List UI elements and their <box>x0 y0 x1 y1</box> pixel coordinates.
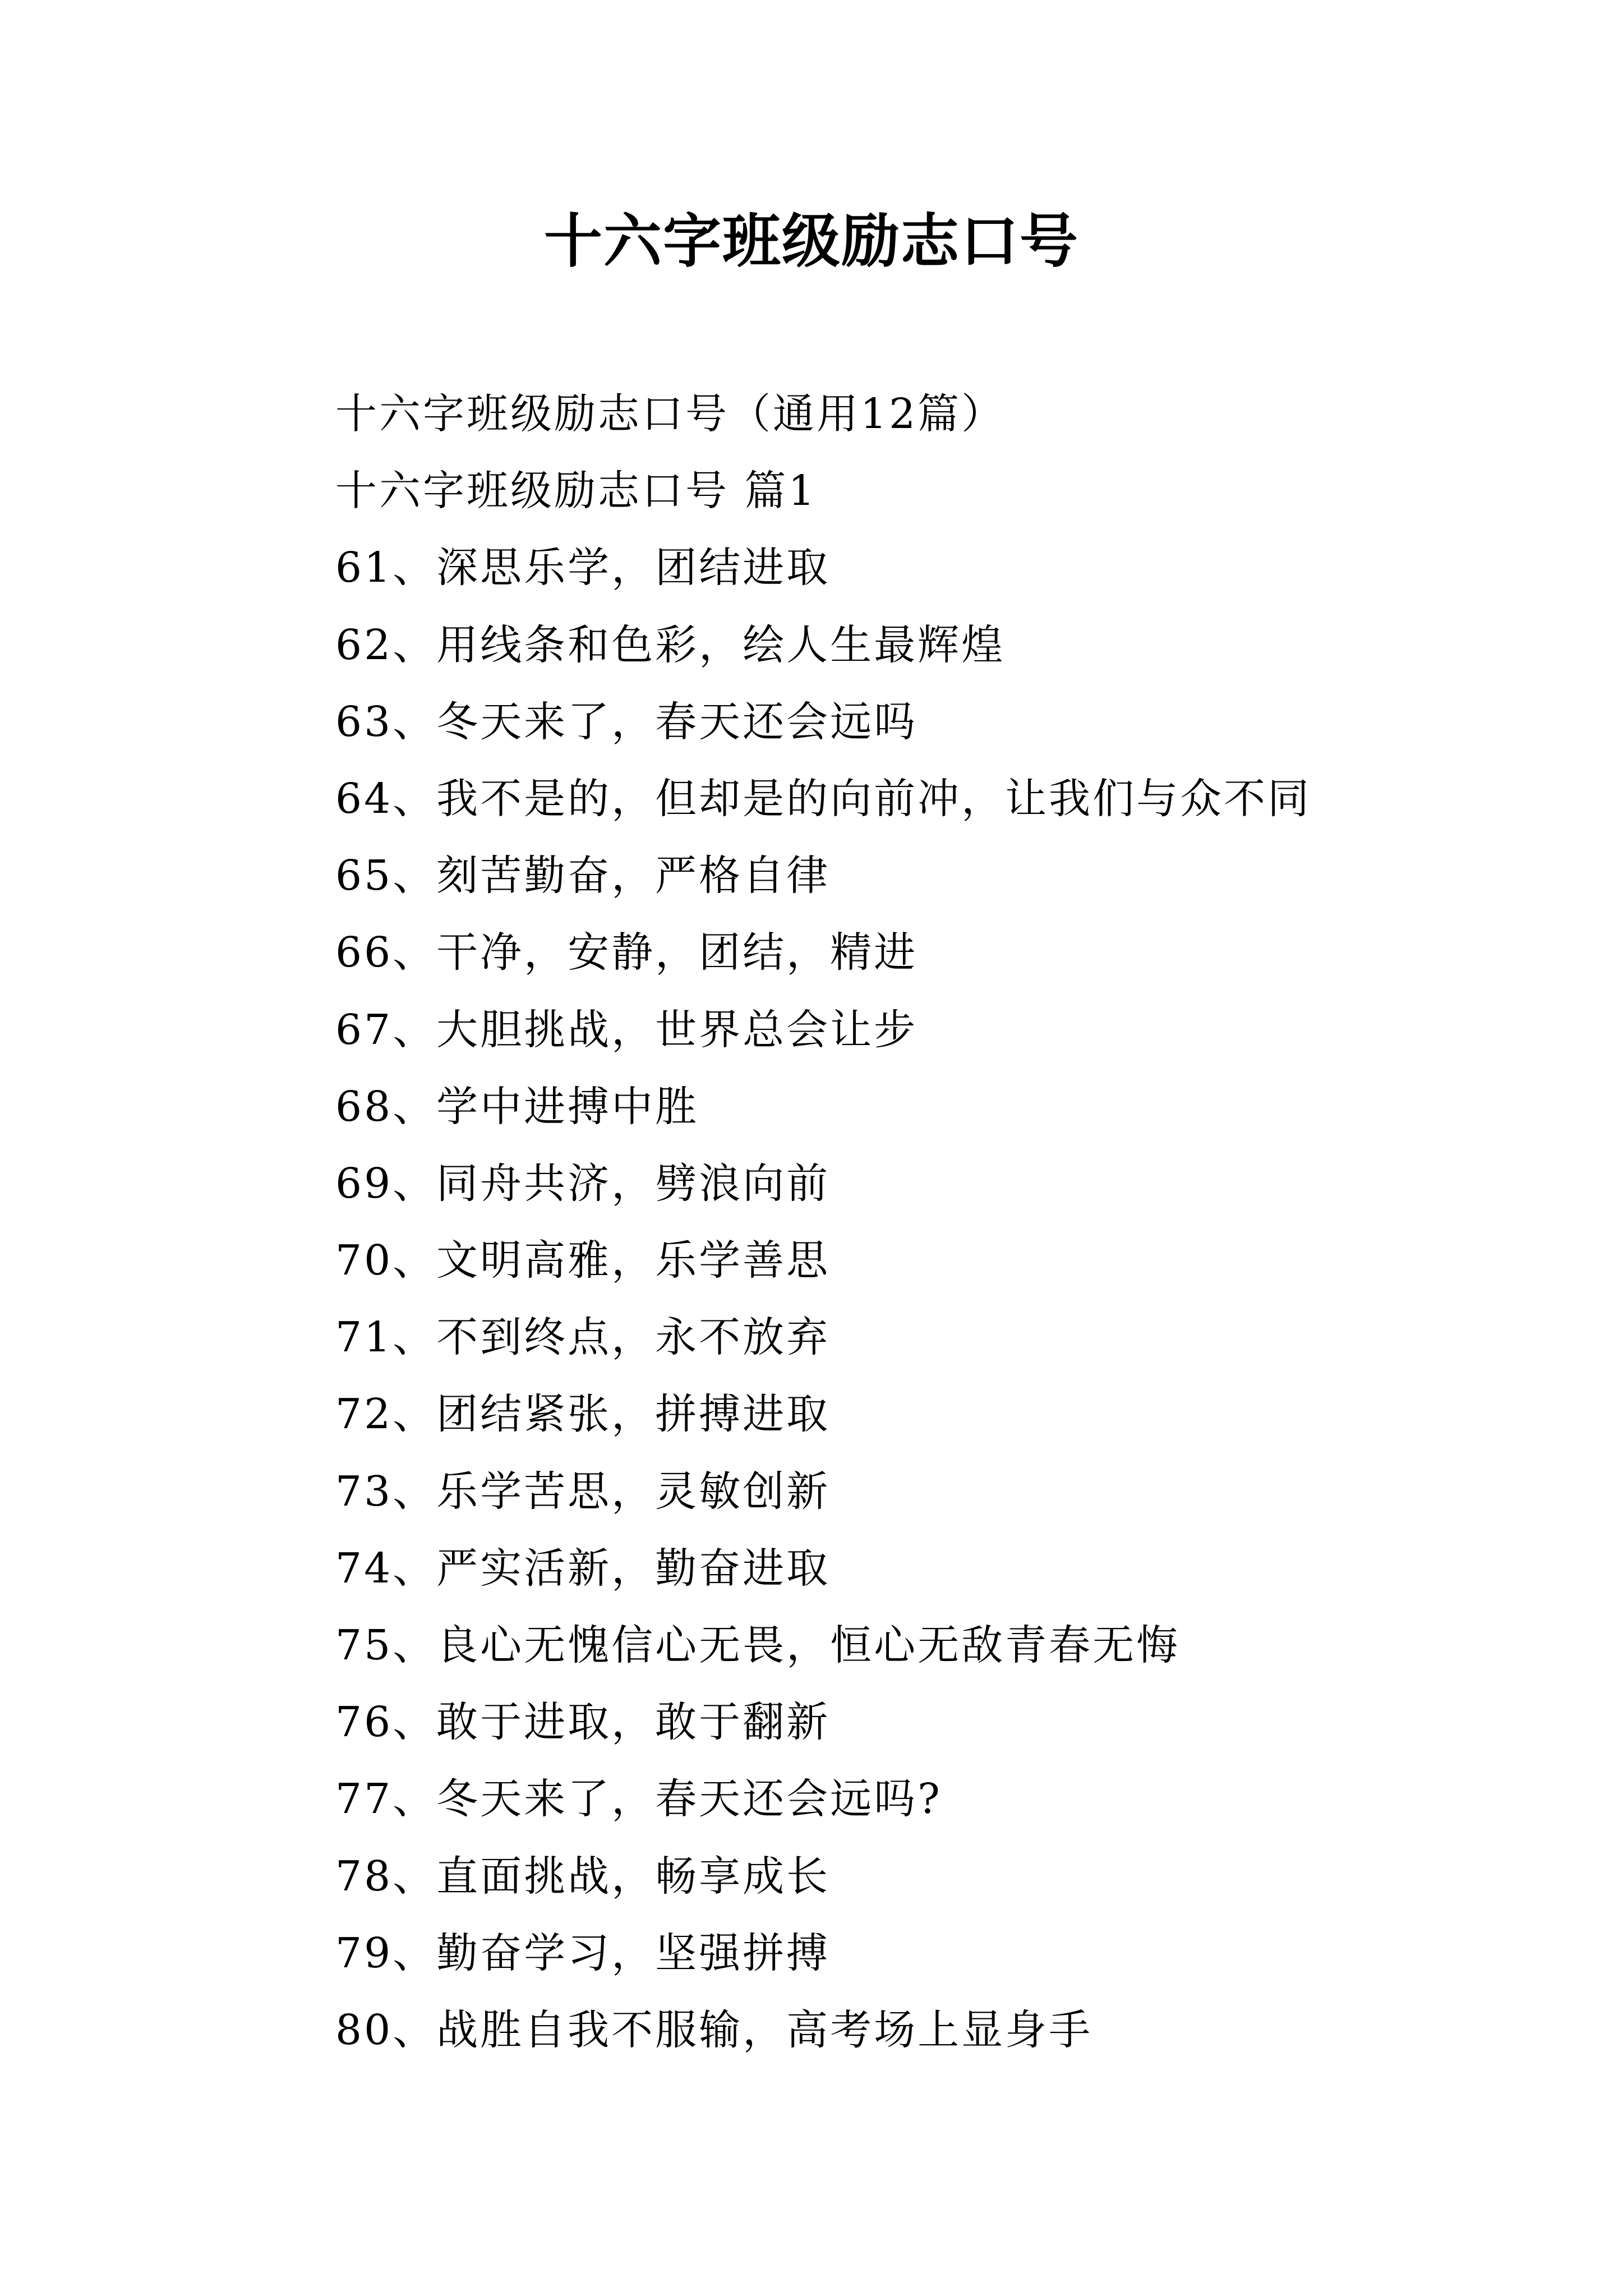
slogan-line: 78、直面挑战，畅享成长 <box>335 1852 831 1901</box>
document-body <box>335 376 1513 2069</box>
slogan-line: 64、我不是的，但却是的向前冲，让我们与众不同 <box>335 774 1312 823</box>
slogan-line: 66、干净，安静，团结，精进 <box>335 928 918 977</box>
slogan-line: 72、团结紧张，拼搏进取 <box>335 1390 831 1439</box>
slogan-line: 68、学中进搏中胜 <box>335 1082 699 1131</box>
slogan-line: 70、文明高雅，乐学善思 <box>335 1236 831 1285</box>
document-title: 十六字班级励志口号 <box>543 207 1079 275</box>
slogan-line: 74、严实活新，勤奋进取 <box>335 1544 831 1593</box>
slogan-line: 67、大胆挑战，世界总会让步 <box>335 1005 918 1054</box>
slogan-line: 73、乐学苦思，灵敏创新 <box>335 1467 831 1516</box>
slogan-line: 69、同舟共济，劈浪向前 <box>335 1159 831 1208</box>
subtitle-line: 十六字班级励志口号（通用12篇） <box>335 390 1006 438</box>
slogan-line: 75、良心无愧信心无畏，恒心无敌青春无悔 <box>335 1621 1181 1669</box>
slogan-line: 61、深思乐学，团结进取 <box>335 544 831 592</box>
slogan-line: 80、战胜自我不服输，高考场上显身手 <box>335 2005 1093 2054</box>
slogan-line: 76、敢于进取，敢于翻新 <box>335 1698 831 1747</box>
section-heading: 十六字班级励志口号 篇1 <box>335 467 817 516</box>
slogan-line: 65、刻苦勤奋，严格自律 <box>335 852 831 900</box>
slogan-line: 77、冬天来了，春天还会远吗? <box>335 1775 942 1824</box>
slogan-line: 63、冬天来了，春天还会远吗 <box>335 697 918 746</box>
slogan-line: 71、不到终点，永不放弃 <box>335 1313 831 1362</box>
slogan-line: 62、用线条和色彩，绘人生最辉煌 <box>335 620 1006 669</box>
slogan-line: 79、勤奋学习，坚强拼搏 <box>335 1929 831 1977</box>
